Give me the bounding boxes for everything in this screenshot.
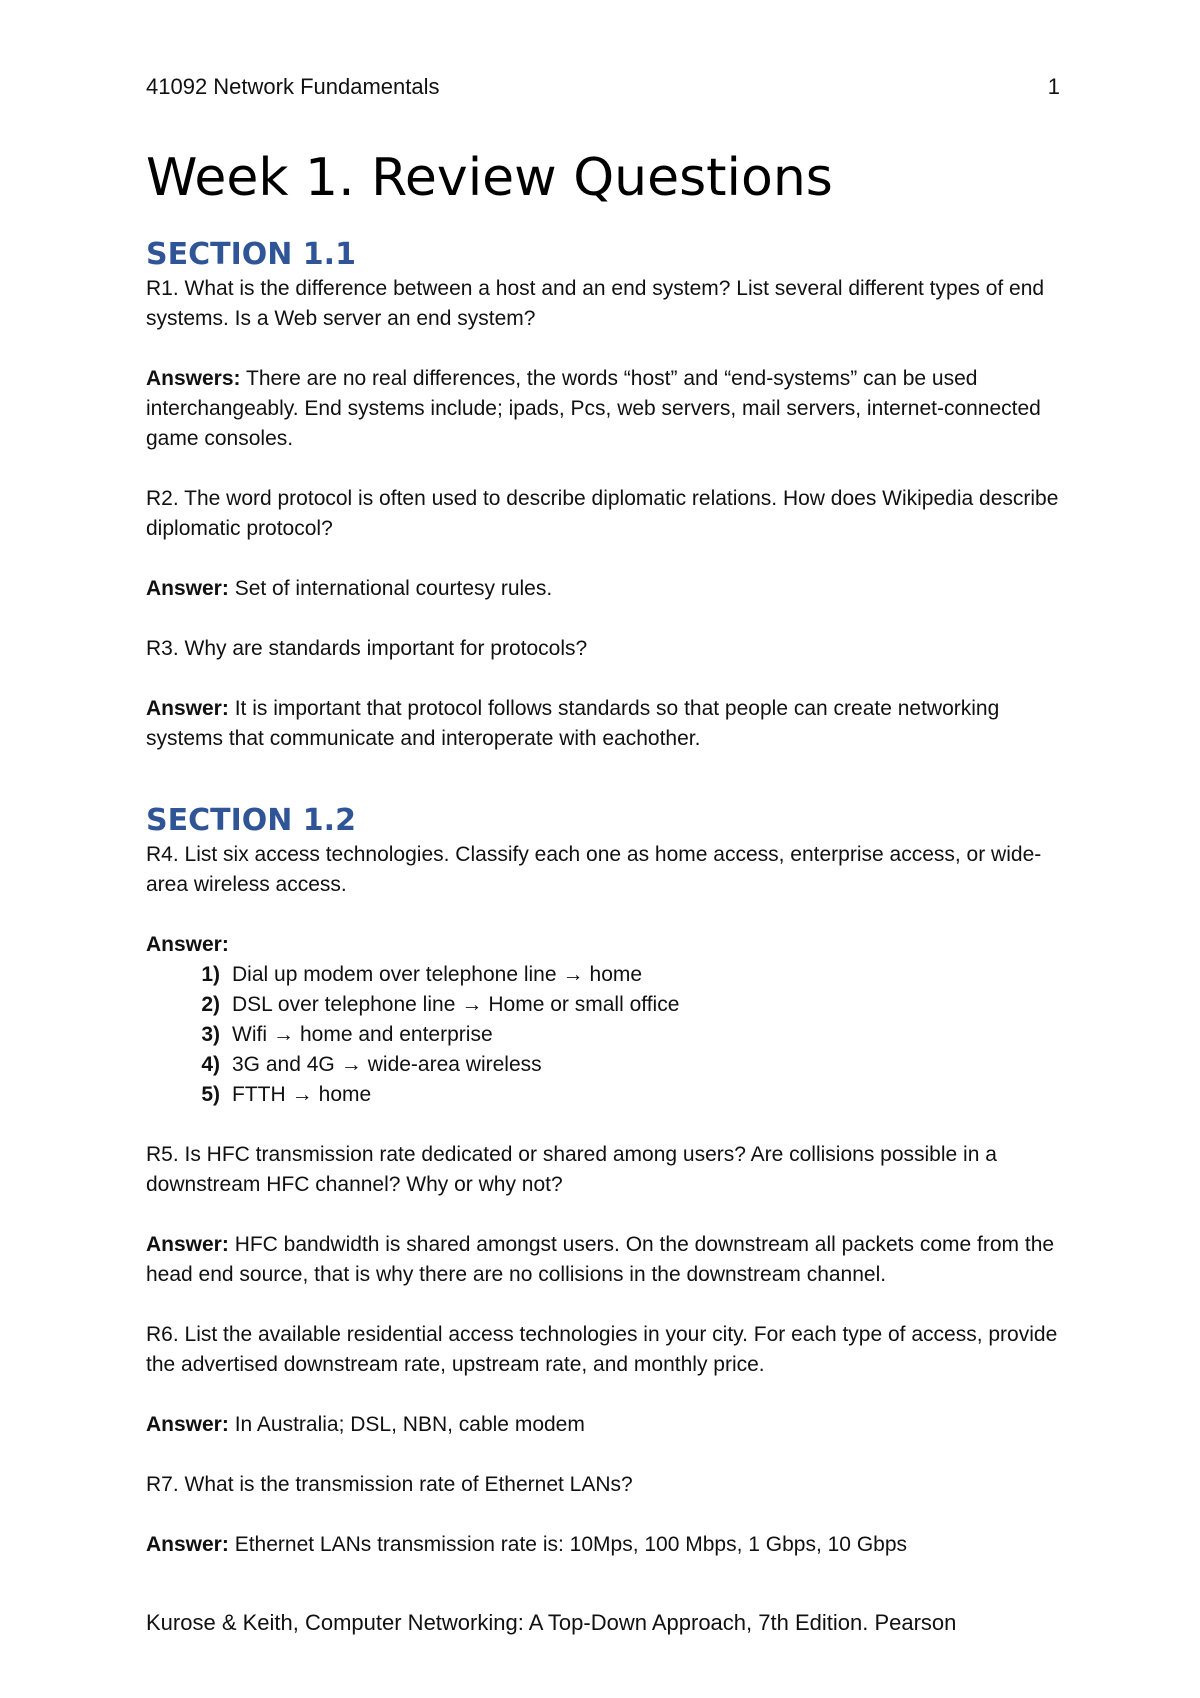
answer-r3 <box>146 694 1068 754</box>
list-item <box>184 1020 1068 1050</box>
question-r1: R1. What is the difference between a host and an end system? List several different types of end systems. Is a Web server an end system? <box>146 277 1045 330</box>
answer-text: It is important that protocol follows standards so that people can create networking systems that communicate and interoperate with eachother. <box>146 697 1000 750</box>
list-tech: DSL over telephone line <box>232 993 456 1016</box>
list-tech: Dial up modem over telephone line <box>232 963 557 986</box>
list-class: home <box>589 963 643 986</box>
answer-label: Answer: <box>146 697 229 720</box>
question-r4: R4. List six access technologies. Classify each one as home access, enterprise access, or wide-area wireless access. <box>146 843 1042 896</box>
access-tech-list <box>146 960 1068 1110</box>
question-r2: R2. The word protocol is often used to describe diplomatic relations. How does Wikipedia describe diplomatic protocol? <box>146 487 1059 540</box>
list-item <box>184 990 1068 1020</box>
list-item <box>184 1080 1068 1110</box>
answer-label: Answer: <box>146 1413 229 1436</box>
list-class: wide-area wireless <box>367 1053 542 1076</box>
answer-r2 <box>146 574 1068 604</box>
arrow-right-icon: → <box>291 1083 313 1106</box>
answer-text: In Australia; DSL, NBN, cable modem <box>228 1413 585 1436</box>
answer-r7 <box>146 1530 1068 1560</box>
arrow-right-icon: → <box>461 993 483 1016</box>
list-item <box>184 960 1068 990</box>
arrow-right-icon: → <box>340 1053 362 1076</box>
section-heading-1-2: SECTION 1.2 <box>146 803 356 838</box>
answer-text: Set of international courtesy rules. <box>228 577 553 600</box>
list-class: home <box>318 1083 372 1106</box>
answer-label-r4: Answer: <box>146 933 229 956</box>
course-name: 41092 Network Fundamentals <box>146 74 440 99</box>
list-number: 5) <box>201 1083 220 1106</box>
list-number: 3) <box>201 1023 220 1046</box>
answer-text: There are no real differences, the words “host” and “end-systems” can be used interchangeably. End systems include; ipads, Pcs, web servers, mail servers, internet-connected game consoles. <box>146 367 1041 450</box>
arrow-right-icon: → <box>273 1023 294 1046</box>
page-footer: Kurose & Keith, Computer Networking: A Top-Down Approach, 7th Edition. Pearson <box>146 1610 957 1635</box>
arrow-right-icon: → <box>562 963 584 986</box>
list-number: 4) <box>201 1053 220 1076</box>
answer-text: HFC bandwidth is shared amongst users. On the downstream all packets come from the head end source, that is why there are no collisions in the downstream channel. <box>146 1233 1055 1286</box>
page-header <box>146 72 1060 102</box>
section-heading-1-1: SECTION 1.1 <box>146 237 356 272</box>
list-class: home and enterprise <box>300 1023 493 1046</box>
list-tech: 3G and 4G <box>232 1053 335 1076</box>
answer-label: Answer: <box>146 1533 229 1556</box>
question-r6: R6. List the available residential access technologies in your city. For each type of access, provide the advertised downstream rate, upstream rate, and monthly price. <box>146 1323 1058 1376</box>
answer-label: Answer: <box>146 577 229 600</box>
answer-text: Ethernet LANs transmission rate is: 10Mps, 100 Mbps, 1 Gbps, 10 Gbps <box>228 1533 908 1556</box>
list-item <box>184 1050 1068 1080</box>
question-r5: R5. Is HFC transmission rate dedicated or shared among users? Are collisions possible in a downstream HFC channel? Why or why not? <box>146 1143 997 1196</box>
answer-label: Answers: <box>146 367 241 390</box>
answer-r5 <box>146 1230 1068 1290</box>
list-tech: FTTH <box>232 1083 286 1106</box>
page-title: Week 1. Review Questions <box>146 148 833 208</box>
list-class: Home or small office <box>488 993 680 1016</box>
answer-r6 <box>146 1410 1068 1440</box>
list-number: 1) <box>201 963 220 986</box>
page-number: 1 <box>1047 74 1060 99</box>
question-r7: R7. What is the transmission rate of Ethernet LANs? <box>146 1473 633 1496</box>
document-body <box>146 236 1068 1560</box>
question-r3: R3. Why are standards important for protocols? <box>146 637 588 660</box>
answer-r1 <box>146 364 1068 454</box>
list-tech: Wifi <box>232 1023 267 1046</box>
list-number: 2) <box>201 993 220 1016</box>
answer-label: Answer: <box>146 1233 229 1256</box>
